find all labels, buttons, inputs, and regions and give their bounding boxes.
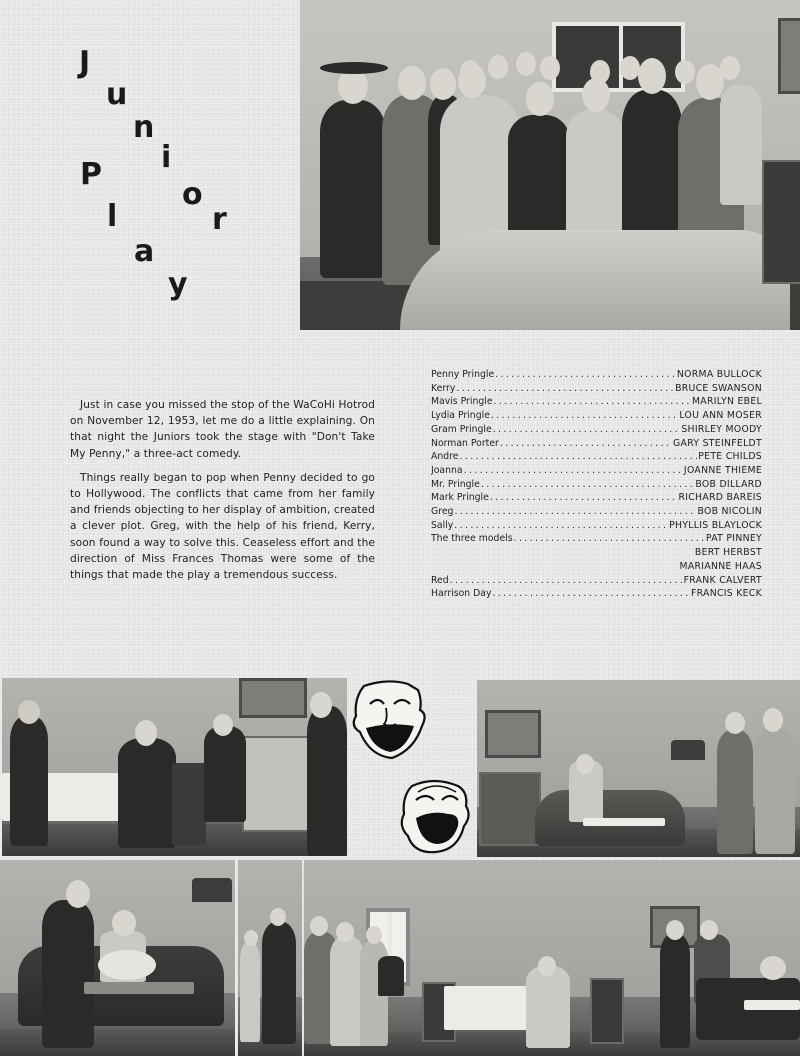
cast-role: Penny Pringle	[431, 369, 495, 380]
cast-actor: PETE CHILDS	[698, 451, 762, 463]
title-letter: u	[106, 77, 128, 112]
cast-role: Gram Pringle	[431, 423, 492, 435]
cast-role: Mavis Pringle	[431, 396, 493, 408]
cast-actor: BRUCE SWANSON	[675, 382, 762, 394]
cast-row	[431, 587, 762, 601]
tragedy-mask-icon	[402, 781, 469, 852]
cast-actor: BOB NICOLIN	[697, 506, 762, 518]
scene-stage-wide-photo	[304, 860, 800, 1056]
article-paragraph: Just in case you missed the stop of the WaCoHi Hotrod on November 12, 1953, let me do a little explaining. On that night the Juniors took the stage with "Don't Take My Penny," a three-act comedy.	[70, 399, 375, 460]
cast-role: Mr. Pringle	[431, 478, 480, 490]
scene-living-room-photo	[477, 680, 800, 857]
title-letter: y	[168, 267, 188, 302]
scene-group-standing-photo	[238, 860, 302, 1056]
cast-actor: BERT HERBST	[694, 547, 762, 559]
title-letter: J	[79, 45, 91, 80]
cast-row	[431, 478, 762, 492]
cast-group-photo	[300, 0, 800, 330]
cast-role: Kerry	[431, 382, 456, 394]
cast-actor: MARIANNE HAAS	[679, 560, 762, 572]
cast-role: Norman Porter	[431, 437, 499, 449]
article-body	[70, 397, 375, 591]
cast-actor: FRANCIS KECK	[691, 588, 762, 600]
article-paragraph: Things really began to pop when Penny decided to go to Hollywood. The conflicts that came from her family and friends objecting to her display of ambition, created a clever plot. Greg, with the help of his friend, Kerry, soon found a way to solve this. Ceaseless effort and the direction of Miss Frances Thomas were some of the things that made the play a tremendous success.	[70, 471, 375, 582]
cast-row	[431, 491, 762, 505]
cast-role: Red	[431, 574, 449, 586]
cast-row	[431, 395, 762, 409]
title-letter: i	[161, 140, 172, 175]
cast-actor: PAT PINNEY	[705, 533, 762, 545]
cast-row	[431, 464, 762, 478]
theater-masks	[348, 676, 476, 858]
cast-row	[431, 450, 762, 464]
cast-role: Greg	[431, 506, 454, 518]
cast-row	[431, 409, 762, 423]
title-letter: o	[182, 177, 203, 212]
cast-actor: FRANK CALVERT	[683, 574, 762, 586]
cast-row	[431, 423, 762, 437]
cast-row	[431, 532, 762, 546]
cast-role: The three models	[431, 533, 513, 545]
cast-actor: PHYLLIS BLAYLOCK	[669, 519, 762, 531]
cast-row	[431, 437, 762, 451]
cast-role: Sally	[431, 519, 454, 531]
cast-role: Lydia Pringle	[431, 410, 490, 422]
cast-row	[431, 368, 762, 382]
title-letter: n	[133, 110, 155, 145]
comedy-mask-icon	[354, 681, 425, 758]
title-letter: r	[212, 202, 227, 237]
cast-row	[431, 574, 762, 588]
cast-role: Andre	[431, 451, 459, 463]
cast-row	[431, 560, 762, 574]
cast-row	[431, 505, 762, 519]
cast-actor: GARY STEINFELDT	[673, 437, 762, 449]
cast-actor: MARILYN EBEL	[691, 396, 762, 408]
scene-sofa-flowers-photo	[0, 860, 235, 1056]
cast-actor: LOU ANN MOSER	[679, 410, 762, 422]
cast-row	[431, 382, 762, 396]
cast-actor: NORMA BULLOCK	[676, 369, 762, 380]
cast-row	[431, 519, 762, 533]
cast-role: Joanna	[431, 464, 463, 476]
cast-role: Harrison Day	[431, 588, 492, 600]
title-letter: a	[134, 234, 155, 269]
title-letter: l	[107, 199, 118, 234]
title-letter: P	[80, 157, 102, 192]
cast-list	[431, 368, 762, 601]
cast-role: Mark Pringle	[431, 492, 489, 504]
cast-actor: RICHARD BAREIS	[678, 492, 762, 504]
cast-actor: SHIRLEY MOODY	[681, 423, 762, 435]
cast-actor: JOANNE THIEME	[683, 464, 762, 476]
cast-actor: BOB DILLARD	[695, 478, 762, 490]
cast-row	[431, 546, 762, 560]
scene-dining-table-photo	[2, 678, 347, 856]
